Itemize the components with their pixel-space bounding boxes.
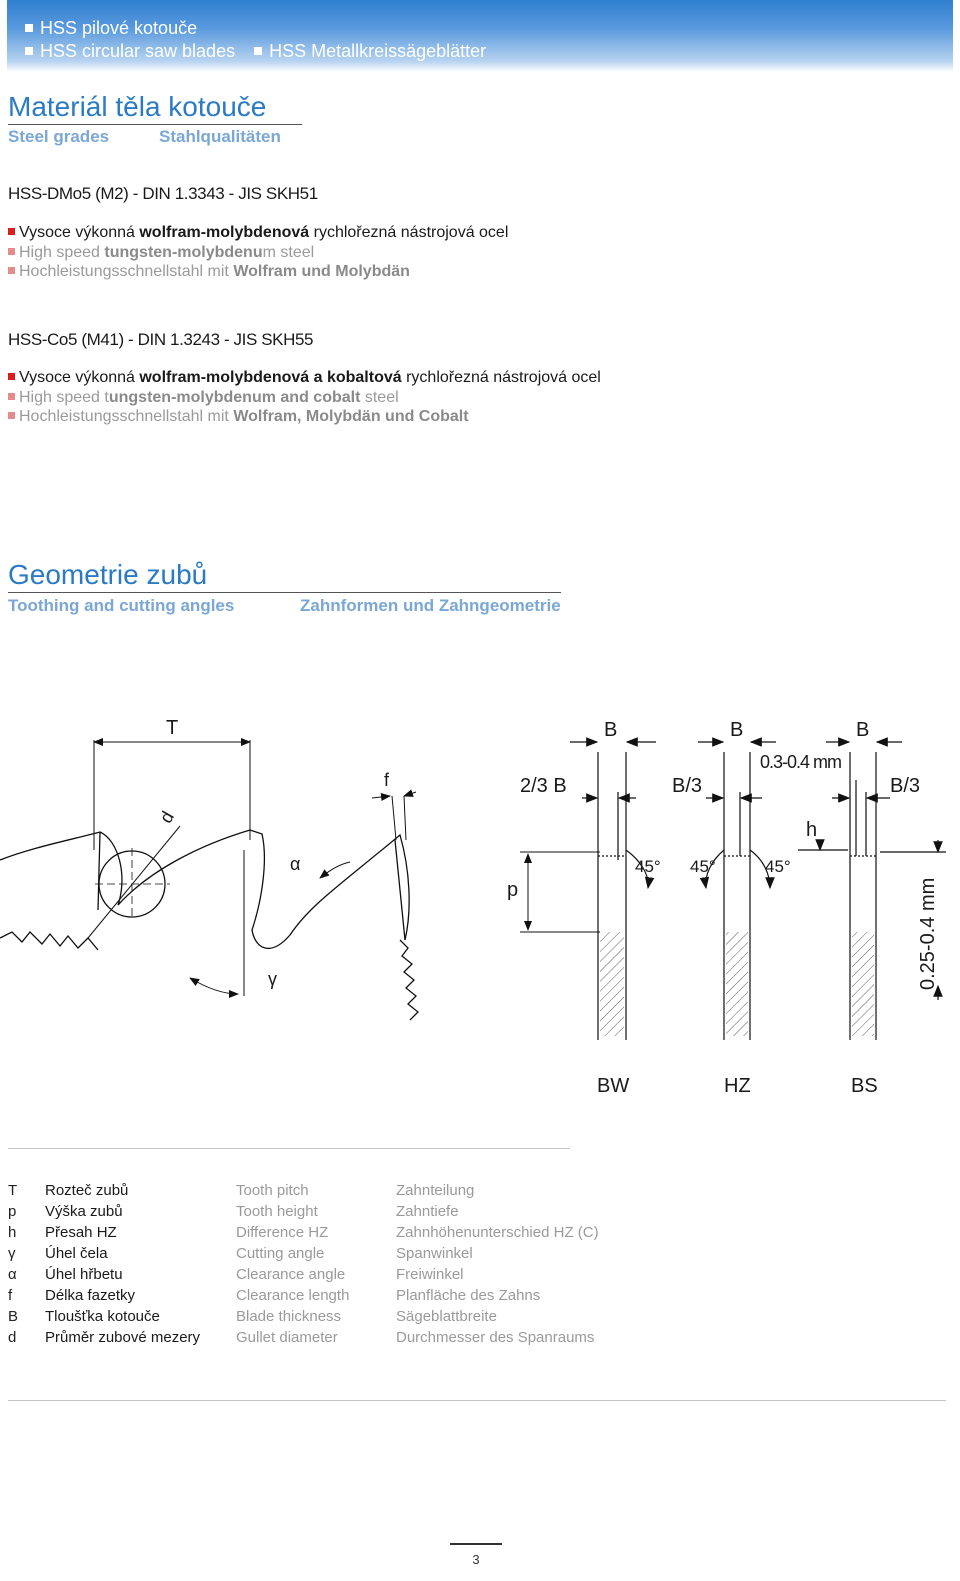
legend-symbol: α — [8, 1266, 17, 1283]
label-0.25-0.4mm: 0.25-0.4 mm — [917, 877, 939, 990]
page-number: 3 — [472, 1552, 480, 1567]
legend-cz: Rozteč zubů — [45, 1182, 129, 1199]
page-number-bar — [450, 1543, 502, 1545]
tooth-BW — [570, 742, 656, 1040]
label-T: T — [166, 717, 179, 739]
bullet-square-icon — [25, 47, 33, 55]
geometry-title-underline — [8, 592, 561, 593]
legend-symbol: f — [8, 1287, 13, 1304]
geometry-title: Geometrie zubů — [8, 559, 208, 590]
legend-cz: Průměr zubové mezery — [45, 1329, 201, 1346]
label-p: p — [507, 879, 519, 901]
label-45-HZ-left: 45° — [690, 857, 716, 876]
geometry-subtitle-de: Zahnformen und Zahngeometrie — [300, 596, 561, 615]
grade-1-desc-de: Hochleistungsschnellstahl mit Wolfram und Molybdän — [8, 263, 410, 281]
label-2-3B: 2/3 B — [520, 775, 567, 797]
legend-cz: Délka fazetky — [45, 1287, 136, 1304]
tooth-height-dimension-p — [520, 852, 600, 932]
label-d: d — [155, 807, 179, 827]
legend-cz: Úhel čela — [45, 1245, 108, 1262]
grade-2-desc-cz: Vysoce výkonná wolfram-molybdenová a kobaltová rychlořezná nástrojová ocel — [8, 369, 601, 387]
bullet-square-icon — [8, 393, 15, 400]
label-0.3-0.4mm: 0.3-0.4 mm — [760, 752, 842, 772]
materials-subtitle-en: Steel grades — [8, 127, 110, 146]
legend-en: Tooth pitch — [236, 1182, 309, 1199]
legend-en: Tooth height — [236, 1203, 318, 1220]
header-band — [7, 0, 953, 72]
bullet-square-icon — [8, 267, 15, 274]
label-B-BS: B — [856, 719, 870, 741]
label-45-BW: 45° — [635, 857, 661, 876]
bullet-square-icon — [8, 412, 15, 419]
legend-cz: Přesah HZ — [45, 1224, 117, 1241]
legend-en: Cutting angle — [236, 1245, 325, 1262]
legend-cz: Výška zubů — [45, 1203, 123, 1220]
legend-en: Blade thickness — [236, 1308, 342, 1325]
header-line-2 — [25, 41, 486, 62]
grade-2-desc-en: High speed tungsten-molybdenum and cobalt steel — [8, 389, 399, 407]
bullet-square-icon — [254, 47, 262, 55]
legend-symbol: p — [8, 1203, 17, 1220]
bullet-square-icon — [8, 373, 15, 380]
materials-title: Materiál těla kotouče — [8, 91, 267, 122]
label-BW: BW — [597, 1075, 630, 1097]
grade-1-desc-en: High speed tungsten-molybdenum steel — [8, 244, 314, 262]
legend-de: Zahntiefe — [396, 1203, 459, 1220]
label-B-HZ: B — [730, 719, 744, 741]
legend-symbol: T — [8, 1182, 18, 1199]
legend-de: Spanwinkel — [396, 1245, 473, 1262]
header-line-1 — [25, 18, 197, 39]
legend-symbol: γ — [8, 1245, 16, 1262]
label-B3-HZ: B/3 — [672, 775, 703, 797]
grade-1-name: HSS-DMo5 (M2) - DIN 1.3343 - JIS SKH51 — [8, 184, 318, 203]
bullet-square-icon — [8, 228, 15, 235]
legend-en: Gullet diameter — [236, 1329, 338, 1346]
label-alpha: α — [290, 854, 301, 874]
label-BS: BS — [851, 1075, 878, 1097]
pitch-dimension-T — [94, 740, 250, 850]
legend-top-rule — [8, 1148, 570, 1149]
label-f: f — [384, 770, 390, 790]
label-gamma: γ — [268, 969, 277, 989]
label-HZ: HZ — [724, 1075, 751, 1097]
legend-de: Planfläche des Zahns — [396, 1287, 541, 1304]
legend-symbol: d — [8, 1329, 17, 1346]
grade-2-desc-de: Hochleistungsschnellstahl mit Wolfram, Molybdän und Cobalt — [8, 408, 469, 426]
materials-subtitle-de: Stahlqualitäten — [159, 127, 281, 146]
legend-en: Difference HZ — [236, 1224, 329, 1241]
label-B-BW: B — [604, 719, 618, 741]
gamma-arc — [190, 978, 238, 994]
legend-de: Freiwinkel — [396, 1266, 464, 1283]
header-title-cz: HSS pilové kotouče — [40, 18, 198, 38]
header-title-de: HSS Metallkreissägeblätter — [269, 41, 487, 61]
alpha-arc — [320, 862, 350, 878]
legend-symbol: h — [8, 1224, 17, 1241]
saw-tooth-profile — [0, 830, 418, 1020]
legend-de: Zahnhöhenunterschied HZ (C) — [396, 1224, 599, 1241]
page-bottom-rule — [8, 1400, 946, 1401]
legend-en: Clearance angle — [236, 1266, 346, 1283]
legend-symbol: B — [8, 1308, 19, 1325]
clearance-length-f — [372, 792, 416, 840]
grade-2-name: HSS-Co5 (M41) - DIN 1.3243 - JIS SKH55 — [8, 330, 314, 349]
tooth-HZ — [698, 742, 776, 1040]
legend-cz: Tloušťka kotouče — [45, 1308, 160, 1325]
legend-cz: Úhel hřbetu — [45, 1266, 123, 1283]
legend-de: Durchmesser des Spanraums — [396, 1329, 595, 1346]
materials-title-underline — [8, 124, 302, 125]
bullet-square-icon — [8, 248, 15, 255]
legend-en: Clearance length — [236, 1287, 350, 1304]
grade-1-desc-cz: Vysoce výkonná wolfram-molybdenová rychlořezná nástrojová ocel — [8, 224, 508, 242]
header-title-en: HSS circular saw blades — [40, 41, 236, 61]
legend-de: Sägeblattbreite — [396, 1308, 497, 1325]
label-h: h — [806, 819, 818, 841]
bullet-square-icon — [25, 24, 33, 32]
label-B3-BS: B/3 — [890, 775, 921, 797]
legend-de: Zahnteilung — [396, 1182, 475, 1199]
tooth-geometry-diagram — [0, 700, 960, 1120]
label-45-HZ-right: 45° — [765, 857, 791, 876]
geometry-subtitle-en: Toothing and cutting angles — [8, 596, 235, 615]
gullet-circle — [88, 826, 180, 938]
